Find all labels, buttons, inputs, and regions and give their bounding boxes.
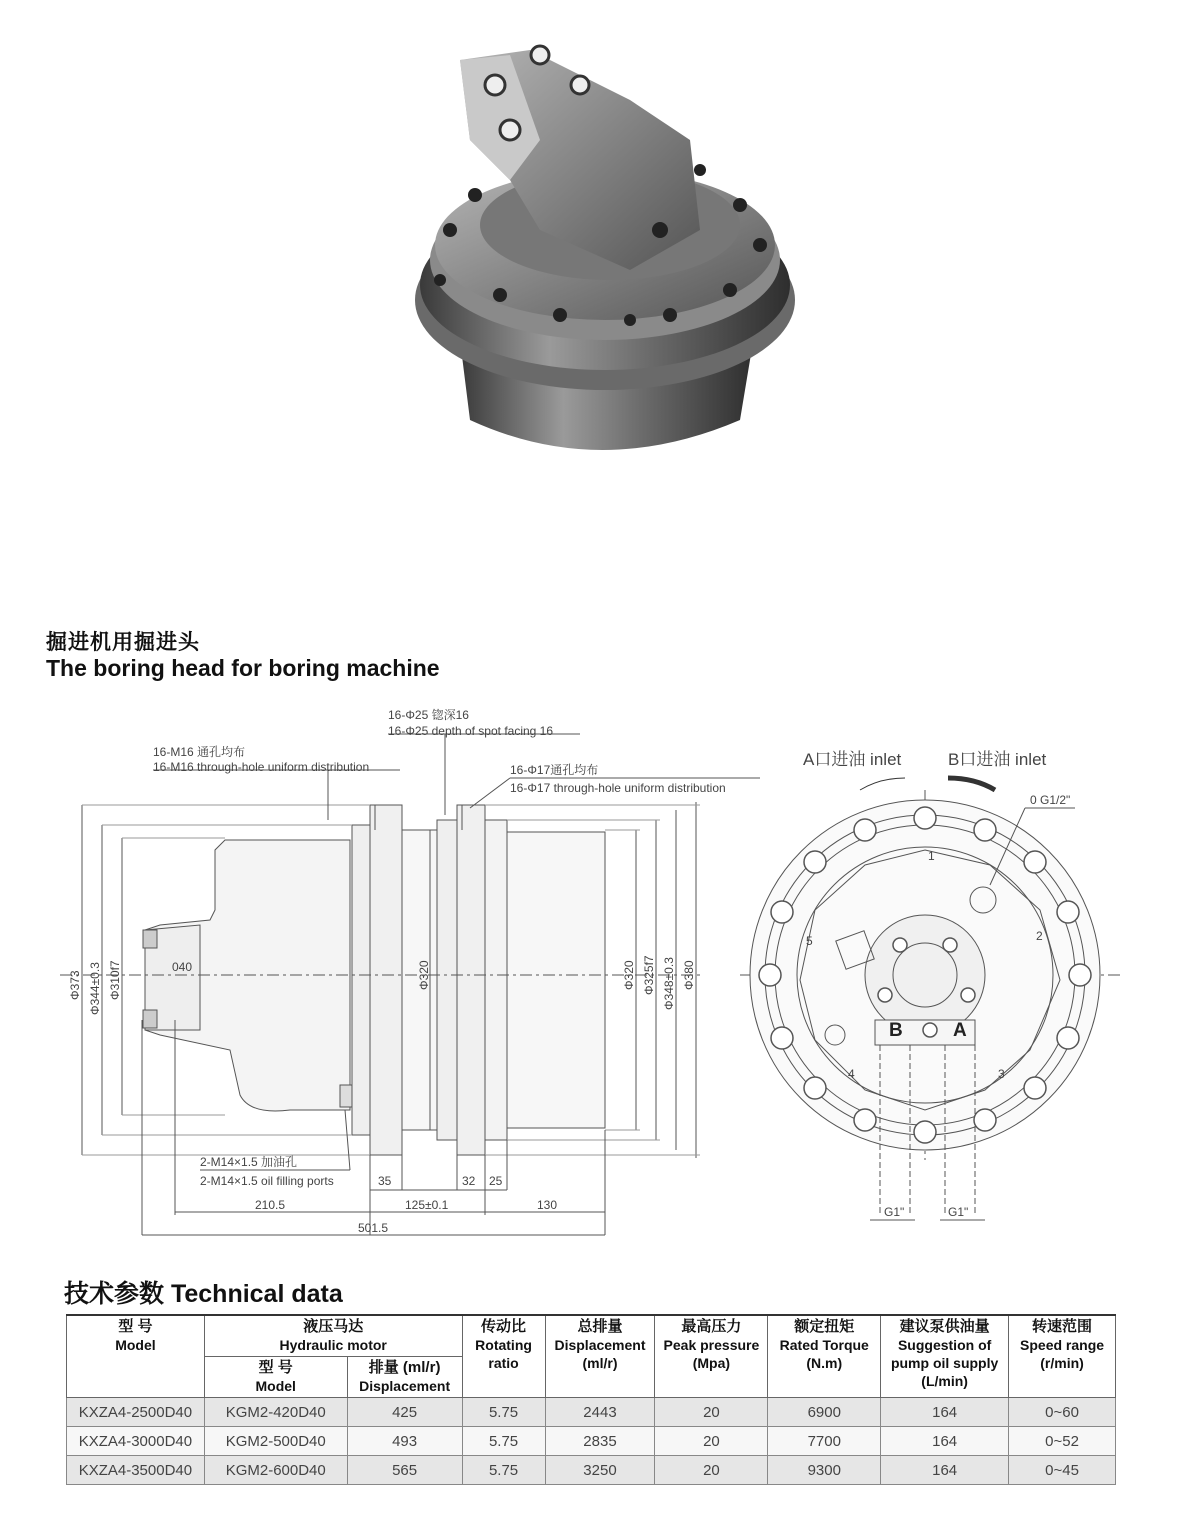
product-photo bbox=[400, 30, 800, 470]
cell-torque: 7700 bbox=[768, 1427, 881, 1456]
table-row bbox=[67, 1427, 1116, 1456]
callout-m16-cn: 16-M16 通孔均布 bbox=[153, 745, 246, 759]
header-model: 型 号 Model bbox=[67, 1315, 205, 1398]
dim-phi373: Φ373 bbox=[68, 970, 82, 1000]
dim-210-5: 210.5 bbox=[255, 1198, 286, 1212]
callout-phi17-en: 16-Φ17 through-hole uniform distribution bbox=[510, 781, 726, 795]
dim-25: 25 bbox=[489, 1174, 503, 1188]
table-row bbox=[67, 1456, 1116, 1485]
sector-2: 2 bbox=[1036, 929, 1043, 943]
inlet-b-label: B口进油 inlet bbox=[948, 750, 1047, 769]
header-displacement: 总排量 Displacement (ml/r) bbox=[545, 1315, 655, 1398]
cell-motor-model: KGM2-600D40 bbox=[204, 1456, 347, 1485]
callout-phi17-cn: 16-Φ17通孔均布 bbox=[510, 763, 599, 777]
tech-data-title: 技术参数 Technical data bbox=[64, 1280, 343, 1308]
cell-ratio: 5.75 bbox=[462, 1398, 545, 1427]
dim-phi320-right: Φ320 bbox=[622, 960, 636, 990]
dim-phi344: Φ344±0.3 bbox=[88, 962, 102, 1015]
port-label: 040 bbox=[172, 960, 193, 974]
cell-oil-supply: 164 bbox=[881, 1456, 1009, 1485]
dim-32: 32 bbox=[462, 1174, 476, 1188]
dim-phi325: Φ325f7 bbox=[642, 955, 656, 995]
dim-501-5: 501.5 bbox=[358, 1221, 389, 1235]
cell-speed: 0~45 bbox=[1009, 1456, 1116, 1485]
callout-spot-facing-cn: 16-Φ25 锪深16 bbox=[388, 708, 469, 722]
header-motor-displacement: 排量 (ml/r) Displacement bbox=[347, 1357, 462, 1398]
g1-left-label: G1" bbox=[884, 1205, 905, 1219]
callout-oil-fill-cn: 2-M14×1.5 加油孔 bbox=[200, 1155, 298, 1169]
header-motor-model: 型 号 Model bbox=[204, 1357, 347, 1398]
cell-speed: 0~60 bbox=[1009, 1398, 1116, 1427]
sector-5: 5 bbox=[806, 934, 813, 948]
cell-motor-displacement: 493 bbox=[347, 1427, 462, 1456]
sector-3: 3 bbox=[998, 1067, 1005, 1081]
section-title-en: The boring head for boring machine bbox=[46, 655, 440, 681]
cell-displacement: 2443 bbox=[545, 1398, 655, 1427]
table-row bbox=[67, 1398, 1116, 1427]
cell-displacement: 3250 bbox=[545, 1456, 655, 1485]
header-ratio: 传动比 Rotating ratio bbox=[462, 1315, 545, 1398]
cell-ratio: 5.75 bbox=[462, 1456, 545, 1485]
header-hydraulic-motor: 液压马达 Hydraulic motor bbox=[204, 1315, 462, 1357]
cell-torque: 6900 bbox=[768, 1398, 881, 1427]
header-speed: 转速范围 Speed range (r/min) bbox=[1009, 1315, 1116, 1398]
cell-model: KXZA4-3000D40 bbox=[67, 1427, 205, 1456]
dim-phi310: Φ310f7 bbox=[108, 960, 122, 1000]
section-title-cn: 掘进机用掘进头 bbox=[46, 630, 200, 654]
header-pressure: 最高压力 Peak pressure (Mpa) bbox=[655, 1315, 768, 1398]
sector-1: 1 bbox=[928, 849, 935, 863]
dim-125: 125±0.1 bbox=[405, 1198, 449, 1212]
header-oil-supply: 建议泵供油量 Suggestion of pump oil supply (L/min) bbox=[881, 1315, 1009, 1398]
cell-model: KXZA4-3500D40 bbox=[67, 1456, 205, 1485]
cell-torque: 9300 bbox=[768, 1456, 881, 1485]
spec-table bbox=[66, 1314, 1116, 1485]
port-g12-label: 0 G1/2" bbox=[1030, 793, 1071, 807]
cell-motor-model: KGM2-420D40 bbox=[204, 1398, 347, 1427]
dim-phi348: Φ348±0.3 bbox=[662, 957, 676, 1010]
callout-m16-en: 16-M16 through-hole uniform distribution bbox=[153, 760, 370, 774]
cell-motor-model: KGM2-500D40 bbox=[204, 1427, 347, 1456]
inlet-a-label: A口进油 inlet bbox=[803, 750, 902, 769]
cell-pressure: 20 bbox=[655, 1427, 768, 1456]
cell-pressure: 20 bbox=[655, 1398, 768, 1427]
cell-speed: 0~52 bbox=[1009, 1427, 1116, 1456]
callout-oil-fill-en: 2-M14×1.5 oil filling ports bbox=[200, 1174, 334, 1188]
sector-4: 4 bbox=[848, 1067, 855, 1081]
cell-oil-supply: 164 bbox=[881, 1398, 1009, 1427]
cell-model: KXZA4-2500D40 bbox=[67, 1398, 205, 1427]
dim-phi320-left: Φ320 bbox=[417, 960, 431, 990]
g1-right-label: G1" bbox=[948, 1205, 969, 1219]
callout-spot-facing-en: 16-Φ25 depth of spot facing 16 bbox=[388, 724, 554, 738]
dim-phi380: Φ380 bbox=[682, 960, 696, 990]
dim-35: 35 bbox=[378, 1174, 392, 1188]
cell-displacement: 2835 bbox=[545, 1427, 655, 1456]
cell-pressure: 20 bbox=[655, 1456, 768, 1485]
technical-drawing bbox=[0, 690, 1200, 1250]
cell-motor-displacement: 425 bbox=[347, 1398, 462, 1427]
port-a-label: A bbox=[953, 1020, 967, 1041]
header-torque: 额定扭矩 Rated Torque (N.m) bbox=[768, 1315, 881, 1398]
port-b-label: B bbox=[889, 1020, 903, 1041]
dim-130: 130 bbox=[537, 1198, 558, 1212]
cell-motor-displacement: 565 bbox=[347, 1456, 462, 1485]
cell-ratio: 5.75 bbox=[462, 1427, 545, 1456]
cell-oil-supply: 164 bbox=[881, 1427, 1009, 1456]
